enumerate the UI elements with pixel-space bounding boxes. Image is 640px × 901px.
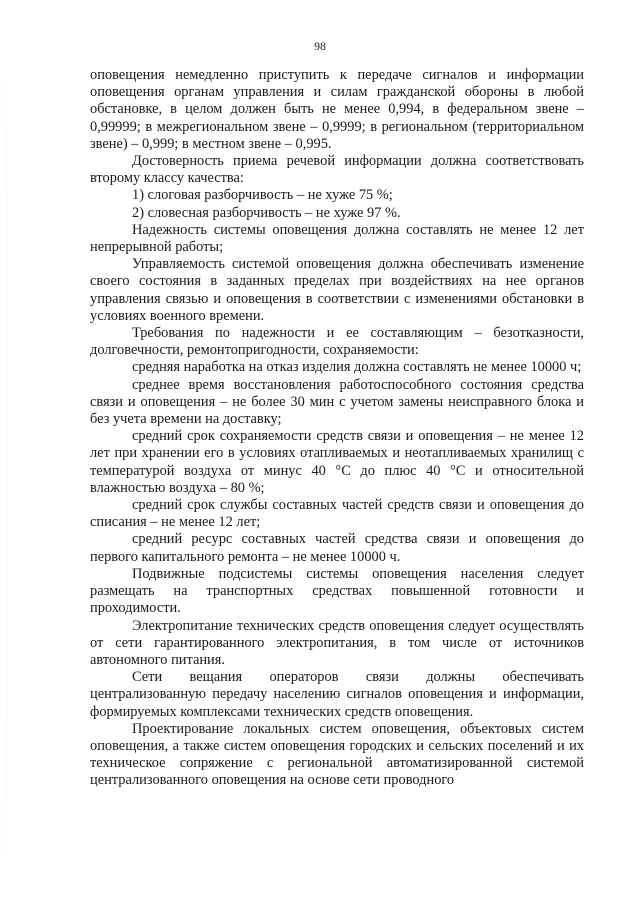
paragraph: Управляемость системой оповещения должна обеспечивать изменение своего состояния в заданных пределах при воздействиях на нее органов управления связью и оповещения в соответствии с изменениями обстановки в условиях военного времени.	[90, 256, 584, 324]
paragraph: Подвижные подсистемы системы оповещения населения следует размещать на транспортных средствах повышенной готовности и проходимости.	[90, 565, 584, 617]
requirement-item: средний срок службы составных частей средств связи и оповещения до списания – не менее 12 лет;	[90, 497, 584, 531]
paragraph: оповещения немедленно приступить к передаче сигналов и информации оповещения органам управления и силам гражданской обороны в любой обстановке, в целом должен быть не менее 0,994, в федеральном звене – 0,99999; в межрегиональном звене – 0,9999; в региональном (территориальном звене) – 0,999; в местном звене – 0,995.	[90, 67, 584, 152]
paragraph: Сети вещания операторов связи должны обеспечивать централизованную передачу населению сигналов оповещения и информации, формируемых комплексами технических средств оповещения.	[90, 669, 584, 720]
list-item: 2) словесная разборчивость – не хуже 97 %.	[132, 204, 401, 221]
paragraph: Надежность системы оповещения должна составлять не менее 12 лет непрерывной работы;	[90, 221, 584, 256]
requirement-item: среднее время восстановления работоспособного состояния средства связи и оповещения – не более 30 мин с учетом замены неисправного блока и без учета времени на доставку;	[90, 376, 584, 428]
requirement-item: средний срок сохраняемости средств связи и оповещения – не менее 12 лет при хранении его в условиях отапливаемых и неотапливаемых хранилищ с температурой воздуха от минус 40 °С до плюс 40 °С и относительной влажностью воздуха – 80 %;	[90, 428, 584, 496]
page-number: 98	[314, 41, 326, 53]
page-body	[90, 67, 584, 790]
requirement-item: средняя наработка на отказ изделия должна составлять не менее 10000 ч;	[132, 359, 582, 376]
requirement-item: средний ресурс составных частей средства связи и оповещения до первого капитального ремонта – не менее 10000 ч.	[90, 531, 584, 565]
paragraph: Электропитание технических средств оповещения следует осуществлять от сети гарантированного электропитания, в том числе от источников автономного питания.	[90, 617, 584, 668]
paragraph: Проектирование локальных систем оповещения, объектовых систем оповещения, а также систем оповещения городских и сельских поселений и их техническое сопряжение с региональной автоматизированной системой централизованного оповещения на основе сети проводного	[90, 720, 584, 789]
list-item: 1) слоговая разборчивость – не хуже 75 %;	[132, 187, 393, 204]
paragraph: Требования по надежности и ее составляющим – безотказности, долговечности, ремонтопригодности, сохраняемости:	[90, 325, 584, 359]
scan-edge-shadow	[6, 60, 7, 880]
paragraph: Достоверность приема речевой информации должна соответствовать второму классу качества:	[90, 153, 584, 187]
